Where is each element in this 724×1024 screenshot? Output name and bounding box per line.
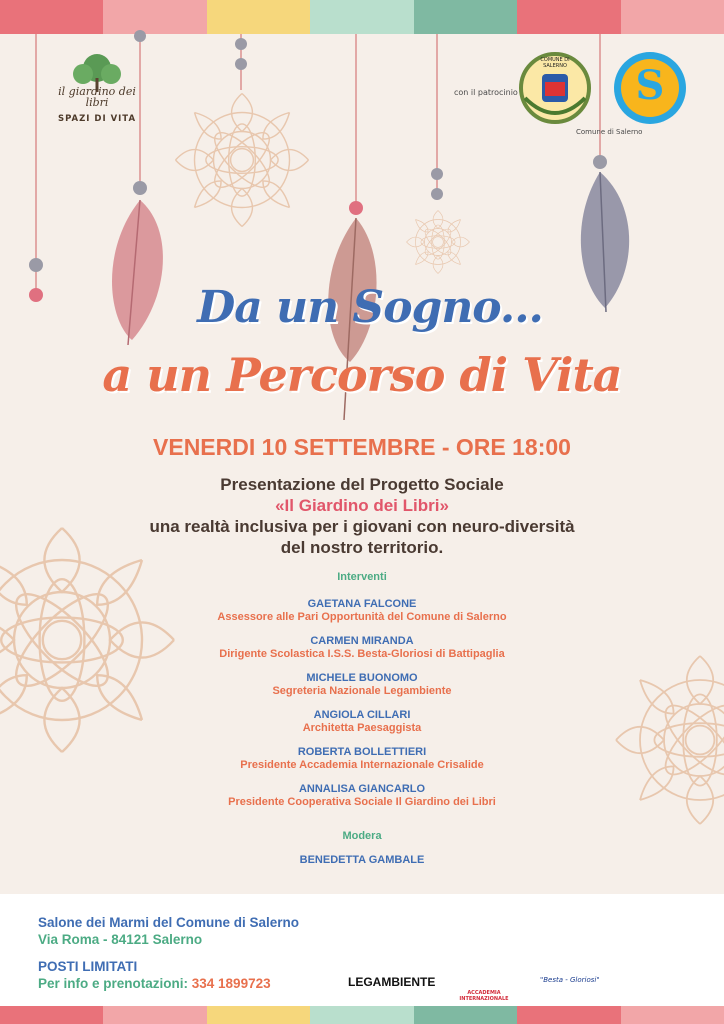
speaker-role: Presidente Cooperativa Sociale Il Giardino dei Libri: [228, 796, 496, 808]
speaker-name: ROBERTA BOLLETTIERI: [297, 746, 427, 758]
speaker-role: Dirigente Scolastica I.S.S. Besta-Gloriosi di Battipaglia: [219, 648, 505, 660]
speaker-role: Architetta Paesaggista: [302, 722, 422, 734]
pink-feather-left: [112, 200, 163, 345]
comune-label: Comune di Salerno: [576, 128, 643, 136]
org-name: il giardino dei libri: [58, 85, 136, 109]
title-line-1: Da un Sogno...: [197, 282, 543, 333]
speaker-role: Assessore alle Pari Opportunità del Comune di Salerno: [217, 611, 507, 623]
speaker-role: Segreteria Nazionale Legambiente: [272, 685, 452, 697]
modera-label: Modera: [342, 830, 382, 842]
org-tagline: SPAZI DI VITA: [57, 114, 137, 124]
venue-name: Salone dei Marmi del Comune di Salerno: [38, 915, 300, 930]
moderator-name: BENEDETTA GAMBALE: [299, 854, 425, 866]
presentation-line-1: Presentazione del Progetto Sociale: [220, 475, 504, 494]
event-date: VENERDI 10 SETTEMBRE - ORE 18:00: [153, 434, 571, 460]
info-label: Per info e prenotazioni:: [38, 976, 192, 991]
speaker-name: GAETANA FALCONE: [307, 598, 417, 610]
speaker-item: [0, 709, 724, 746]
gray-feather-right: [581, 172, 629, 312]
title-line-2: a un Percorso di Vita: [102, 348, 622, 402]
speaker-name: CARMEN MIRANDA: [310, 635, 414, 647]
iis-subtitle: "Besta - Gloriosi": [540, 976, 600, 984]
patrocinio-label: con il patrocinio: [454, 88, 518, 97]
posti-limitati: POSTI LIMITATI: [38, 959, 138, 974]
presentation-line-2: «Il Giardino dei Libri»: [275, 496, 449, 515]
phone-number: 334 1899723: [191, 976, 271, 991]
presentation-text: [0, 474, 724, 558]
speaker-item: [0, 598, 724, 635]
presentation-line-4: del nostro territorio.: [280, 538, 444, 557]
speaker-name: ANGIOLA CILLARI: [313, 709, 411, 721]
legambiente-text: LEGAMBIENTE: [348, 975, 436, 989]
giardino-libri-logo: [52, 48, 142, 124]
speaker-role: Presidente Accademia Internazionale Crisalide: [240, 759, 484, 771]
speaker-item: [0, 635, 724, 672]
venue-address: Via Roma - 84121 Salerno: [38, 932, 203, 947]
speaker-list: [0, 598, 724, 820]
info-line: [38, 975, 299, 992]
bottom-color-stripe: [0, 1006, 724, 1024]
speaker-item: [0, 783, 724, 820]
venue-block: [38, 914, 299, 992]
presentation-line-3: una realtà inclusiva per i giovani con neuro-diversità: [149, 517, 575, 536]
comune-seal-text: COMUNE DI SALERNO: [540, 57, 570, 69]
s-logo-letter: S: [635, 62, 665, 109]
accademia-text: ACCADEMIA INTERNAZIONALE: [459, 990, 509, 1002]
speaker-item: [0, 672, 724, 709]
speaker-item: [0, 746, 724, 783]
interventi-label: Interventi: [337, 571, 387, 583]
speaker-name: MICHELE BUONOMO: [306, 672, 418, 684]
speaker-name: ANNALISA GIANCARLO: [298, 783, 426, 795]
